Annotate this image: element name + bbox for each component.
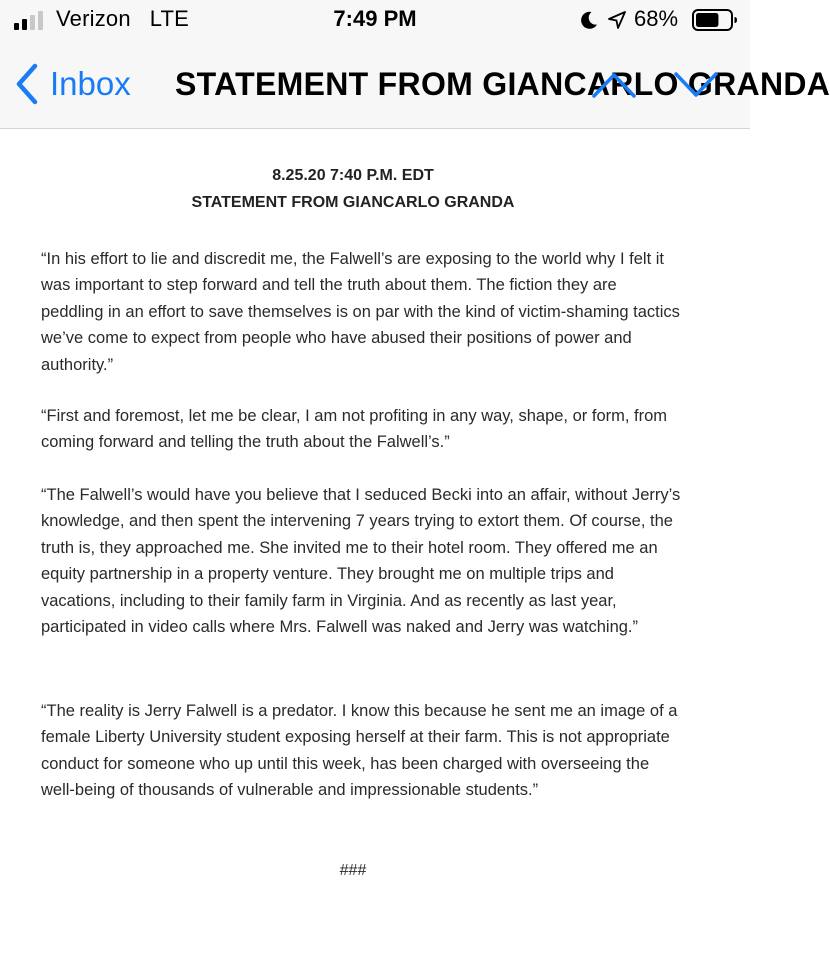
battery-percent: 68% (634, 6, 679, 31)
end-mark: ### (339, 862, 367, 879)
paragraph-2: “First and foremost, let me be clear, I am not profiting in any way, shape, or form, from coming forward and telling the truth about the Falwell’s.” (41, 407, 668, 452)
network-type: LTE (149, 6, 190, 31)
mail-nav-bar (0, 40, 830, 129)
chevron-down-icon[interactable] (672, 66, 720, 102)
back-to-inbox-button[interactable] (14, 60, 131, 108)
statement-date: 8.25.20 7:40 P.M. EDT (272, 167, 434, 184)
email-subject-title: STATEMENT FROM GIANCARLO GRANDA (175, 66, 830, 102)
back-label: Inbox (50, 65, 131, 102)
carrier-name: Verizon (56, 6, 131, 31)
moon-icon (579, 10, 599, 30)
status-bar (0, 0, 750, 40)
location-arrow-icon (607, 10, 627, 30)
paragraph-4: “The reality is Jerry Falwell is a predator. I know this because he sent me an image of a female Liberty University student exposing herself at their farm. This is not appropriate conduct for someone who up until this week, has been charged with overseeing the well-being of thousands of vulnerable and impressionable students.” (41, 702, 678, 800)
paragraph-3: “The Falwell’s would have you believe that I seduced Becki into an affair, without Jerry’s knowledge, and then spent the intervening 7 years trying to extort them. Of course, the truth is, they approached me. She invited me to their hotel room. They offered me an equity partnership in a property venture. They brought me on multiple trips and vacations, including to their family farm in Virginia. And as recently as last year, participated in video calls where Mrs. Falwell was naked and Jerry was watching.” (41, 486, 681, 637)
battery-icon (692, 9, 738, 31)
paragraph-1: “In his effort to lie and discredit me, the Falwell’s are exposing to the world why I felt it was important to step forward and tell the truth about them. The fiction they are peddling in an effort to save themselves is on par with the kind of victim-shaming tactics we’ve come to expect from people who have abused their positions of power and authority.” (41, 250, 680, 374)
chevron-left-icon (14, 62, 40, 106)
email-body (0, 129, 750, 957)
chevron-up-icon[interactable] (590, 66, 638, 102)
statement-title: STATEMENT FROM GIANCARLO GRANDA (191, 194, 515, 211)
clock: 7:49 PM (333, 6, 417, 31)
